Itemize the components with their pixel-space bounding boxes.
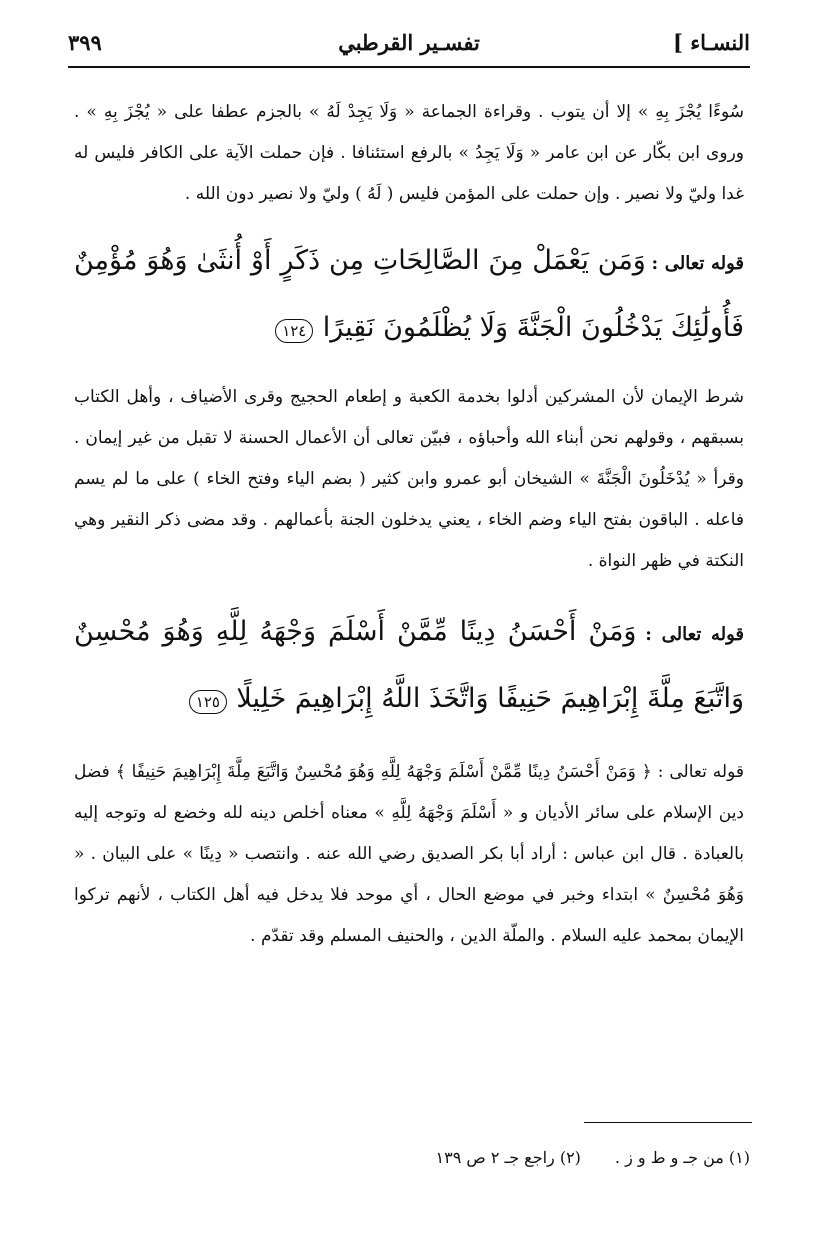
footnotes: [300, 1148, 750, 1167]
surah-name: النسـاء ]: [673, 29, 750, 55]
verse-125: [74, 600, 744, 734]
page-body: [74, 92, 744, 957]
header-rule: [68, 66, 750, 68]
paragraph-3: قوله تعالى : ﴿ وَمَنْ أَحْسَنُ دِينًا مِّمَّنْ أَسْلَمَ وَجْهَهُ لِلَّهِ وَهُوَ مُحْسِنٌ وَاتَّبَعَ مِلَّةَ إِبْرَاهِيمَ حَنِيفًا ﴾ فضل دين الإسلام على سائر الأديان و « أَسْلَمَ وَجْهَهُ لِلَّهِ » معناه أخلص دينه لله وخضع له وتوجه إليه بالعبادة . قال ابن عباس : أراد أبا بكر الصديق رضي الله عنه . وانتصب « دِينًا » على البيان . « وَهُوَ مُحْسِنٌ » ابتداء وخبر في موضع الحال ، أي موحد فلا يدخل فيه أهل الكتاب ، لأنهم تركوا الإيمان بمحمد عليه السلام . والملّة الدين ، والحنيف المسلم وقد تقدّم .: [74, 762, 744, 946]
running-header: [68, 22, 750, 62]
verse-lead: قوله تعالى :: [651, 253, 745, 274]
verse-lead: قوله تعالى :: [645, 624, 745, 645]
verse-124: [74, 229, 744, 363]
paragraph-1: سُوءًا يُجْزَ بِهِ » إلا أن يتوب . وقراءة الجماعة « وَلَا يَجِدْ لَهُ » بالجزم عطفا على « يُجْزَ بِهِ » . وروى ابن بكّار عن ابن عامر « وَلَا يَجِدُ » بالرفع استئنافا . فإن حملت الآية على الكافر فليس له غدا وليّ ولا نصير . وإن حملت على المؤمن فليس ( لَهُ ) وليّ ولا نصير دون الله .: [74, 102, 744, 204]
page-number: ٣٩٩: [68, 29, 102, 55]
footnote-1: (١) من جـ و ط و ز .: [614, 1148, 750, 1167]
verse-number-marker: ١٢٥: [189, 690, 227, 714]
footnote-rule: [584, 1122, 752, 1123]
book-title: تفسـير القرطبي: [338, 29, 480, 55]
paragraph-2: شرط الإيمان لأن المشركين أدلوا بخدمة الكعبة و إطعام الحجيج وقرى الأضياف ، وأهل الكتاب بسبقهم ، وقولهم نحن أبناء الله وأحباؤه ، فبيّن تعالى أن الأعمال الحسنة لا تقبل من غير إيمان . وقرأ « يُدْخَلُونَ الْجَنَّةَ » الشيخان أبو عمرو وابن كثير ( بضم الياء وفتح الخاء ) على ما لم يسم فاعله . الباقون بفتح الياء وضم الخاء ، يعني يدخلون الجنة بأعمالهم . وقد مضى ذكر النقير وهي النكتة في ظهر النواة .: [74, 387, 744, 571]
quran-text: وَمَن يَعْمَلْ مِنَ الصَّالِحَاتِ مِن ذَكَرٍ أَوْ أُنثَىٰ وَهُوَ مُؤْمِنٌ فَأُولَٰئِكَ يَدْخُلُونَ الْجَنَّةَ وَلَا يُظْلَمُونَ نَقِيرًا: [74, 245, 744, 343]
verse-number-marker: ١٢٤: [275, 319, 313, 343]
quran-text: وَمَنْ أَحْسَنُ دِينًا مِّمَّنْ أَسْلَمَ وَجْهَهُ لِلَّهِ وَهُوَ مُحْسِنٌ وَاتَّبَعَ مِلَّةَ إِبْرَاهِيمَ حَنِيفًا وَاتَّخَذَ اللَّهُ إِبْرَاهِيمَ خَلِيلًا: [74, 616, 744, 714]
footnote-2: (٢) راجع جـ ٢ ص ١٣٩: [435, 1148, 581, 1167]
